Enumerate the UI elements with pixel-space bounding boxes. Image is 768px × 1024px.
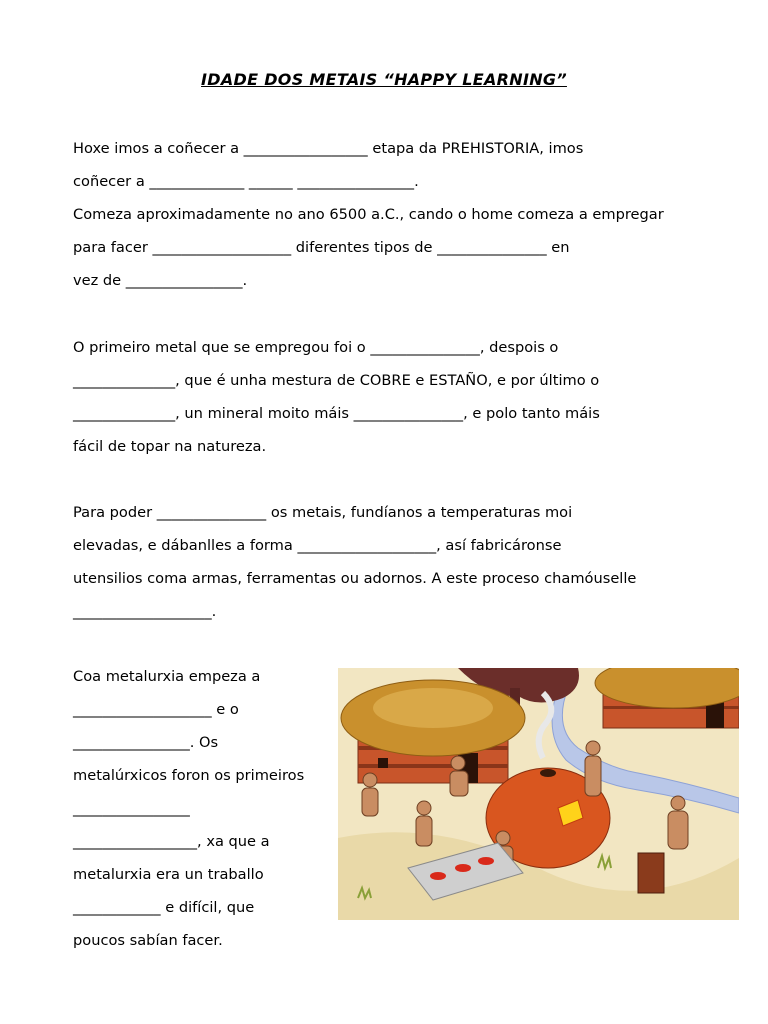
right-hut xyxy=(595,668,739,728)
anvil-stump xyxy=(638,853,664,893)
paragraph-1-line-3: Comeza aproximadamente no ano 6500 a.C., cando o home comeza a empregar xyxy=(73,206,664,223)
hut-window xyxy=(378,758,388,768)
worker-body xyxy=(450,771,468,796)
paragraph-2-line-3: ______________, un mineral moito máis _______________, e polo tanto máis xyxy=(73,405,600,422)
worker-body xyxy=(668,811,688,849)
molten-metal xyxy=(455,864,471,872)
worker-head xyxy=(417,801,431,815)
paragraph-4-line-1: Coa metalurxia empeza a xyxy=(73,668,261,685)
paragraph-4-line-4: metalúrxicos foron os primeiros xyxy=(73,767,305,784)
paragraph-1-line-4: para facer ___________________ diferentes tipos de _______________ en xyxy=(73,239,570,256)
molten-metal xyxy=(430,872,446,880)
paragraph-4-line-5: ________________ xyxy=(73,800,190,817)
paragraph-4-line-9: poucos sabían facer. xyxy=(73,932,223,949)
paragraph-1-line-5: vez de ________________. xyxy=(73,272,248,289)
left-hut xyxy=(341,680,525,783)
worker-head xyxy=(586,741,600,755)
worker-body xyxy=(362,788,378,816)
furnace-vent xyxy=(540,769,556,777)
paragraph-3-line-1: Para poder _______________ os metais, fundíanos a temperaturas moi xyxy=(73,504,573,521)
paragraph-2-line-4: fácil de topar na natureza. xyxy=(73,438,267,455)
paragraph-4-line-2: ___________________ e o xyxy=(73,701,239,718)
paragraph-2-line-2: ______________, que é unha mestura de COBRE e ESTAÑO, e por último o xyxy=(73,372,600,389)
paragraph-1-line-2: coñecer a _____________ ______ ________________. xyxy=(73,173,419,190)
page-title: IDADE DOS METAIS “HAPPY LEARNING” xyxy=(201,70,567,89)
hut-roof-highlight xyxy=(373,688,493,728)
worker-head xyxy=(451,756,465,770)
worker-body xyxy=(585,756,601,796)
paragraph-1-line-1: Hoxe imos a coñecer a _________________ etapa da PREHISTORIA, imos xyxy=(73,140,584,157)
worker-body xyxy=(416,816,432,846)
paragraph-3-line-3: utensilios coma armas, ferramentas ou adornos. A este proceso chamóuselle xyxy=(73,570,637,587)
paragraph-2-line-1: O primeiro metal que se empregou foi o _______________, despois o xyxy=(73,339,559,356)
paragraph-4-line-6: _________________, xa que a xyxy=(73,833,270,850)
paragraph-4-line-8: ____________ e difícil, que xyxy=(73,899,255,916)
paragraph-4-line-3: ________________. Os xyxy=(73,734,219,751)
worker-head xyxy=(363,773,377,787)
prehistoric-metallurgy-village-illustration xyxy=(338,668,739,920)
paragraph-4-line-7: metalurxia era un traballo xyxy=(73,866,264,883)
paragraph-3-line-2: elevadas, e dábanlles a forma ___________________, así fabricáronse xyxy=(73,537,562,554)
molten-metal xyxy=(478,857,494,865)
worker-head xyxy=(671,796,685,810)
paragraph-3-line-4: ___________________. xyxy=(73,603,217,620)
